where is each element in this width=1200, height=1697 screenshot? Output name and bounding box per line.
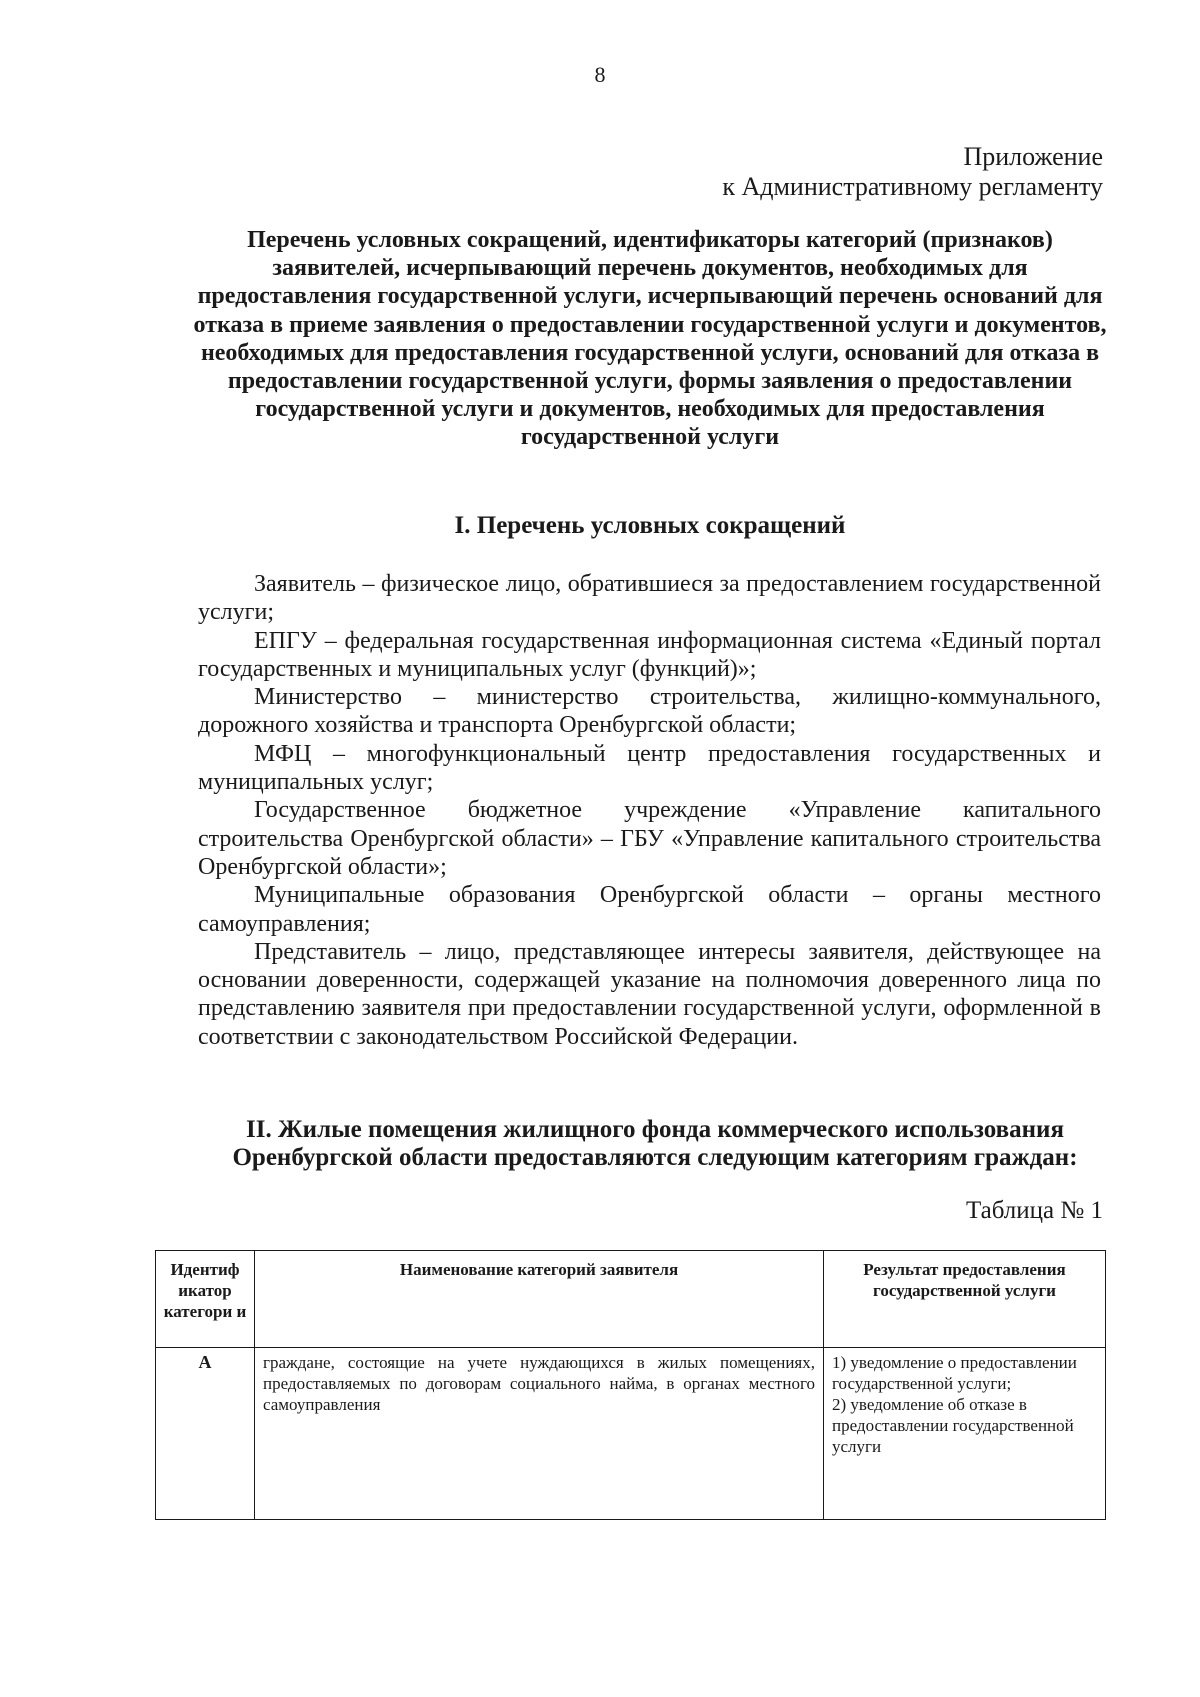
definitions-list: [198, 570, 1101, 1051]
cell-category-name: граждане, состоящие на учете нуждающихся в жилых помещениях, предоставляемых по договорам социального найма, в органах местного самоуправления: [255, 1348, 824, 1520]
definition-municipalities: Муниципальные образования Оренбургской области – органы местного самоуправления;: [198, 882, 1101, 937]
page-number: 8: [594, 62, 606, 87]
definition-gbu: Государственное бюджетное учреждение «Управление капитального строительства Оренбургской области» – ГБУ «Управление капитального строительства Оренбургской области»;: [198, 797, 1101, 880]
appendix-note: [722, 142, 1103, 202]
header-result: Результат предоставления государственной услуги: [824, 1251, 1106, 1348]
definition-applicant: Заявитель – физическое лицо, обратившиеся за предоставлением государственной услуги;: [198, 571, 1101, 626]
definition-mfc: МФЦ – многофункциональный центр предоставления государственных и муниципальных услуг;: [198, 740, 1101, 796]
result-item-1: 1) уведомление о предоставлении государственной услуги;: [832, 1353, 1077, 1393]
result-item-2: 2) уведомление об отказе в предоставлении государственной услуги: [832, 1395, 1074, 1456]
table-header-row: [156, 1251, 1106, 1348]
definition-ministry: Министерство – министерство строительства, жилищно-коммунального, дорожного хозяйства и транспорта Оренбургской области;: [198, 684, 1101, 739]
header-identifier: Идентиф икатор категори и: [156, 1251, 255, 1348]
definition-epgu: ЕПГУ – федеральная государственная информационная система «Единый портал государственных и муниципальных услуг (функций)»;: [198, 627, 1101, 682]
definition-representative: Представитель – лицо, представляющее интересы заявителя, действующее на основании доверенности, содержащей указание на полномочия доверенного лица по представлению заявителя при предоставлении государственной услуги, оформленной в соответствии с законодательством Российской Федерации.: [198, 938, 1101, 1050]
appendix-line-1: Приложение: [963, 142, 1103, 171]
cell-identifier: А: [156, 1348, 255, 1520]
section-1-heading: I. Перечень условных сокращений: [454, 512, 846, 539]
document-title: Перечень условных сокращений, идентификаторы категорий (признаков) заявителей, исчерпывающий перечень документов, необходимых для предоставления государственной услуги, исчерпывающий перечень оснований для отказа в приеме заявления о предоставлении государственной услуги и документов, необходимых для предоставления государственной услуги, оснований для отказа в предоставлении государственной услуги, формы заявления о предоставлении государственной услуги и документов, необходимых для предоставления государственной услуги: [193, 227, 1107, 451]
appendix-line-2: к Административному регламенту: [722, 172, 1103, 201]
section-2-heading: II. Жилые помещения жилищного фонда коммерческого использования Оренбургской области предоставляются следующим категориям граждан:: [232, 1116, 1078, 1171]
header-category-name: Наименование категорий заявителя: [255, 1251, 824, 1348]
cell-result: [824, 1348, 1106, 1520]
table-caption: Таблица № 1: [965, 1197, 1103, 1224]
categories-table: [155, 1250, 1106, 1520]
table-row: [156, 1348, 1106, 1520]
